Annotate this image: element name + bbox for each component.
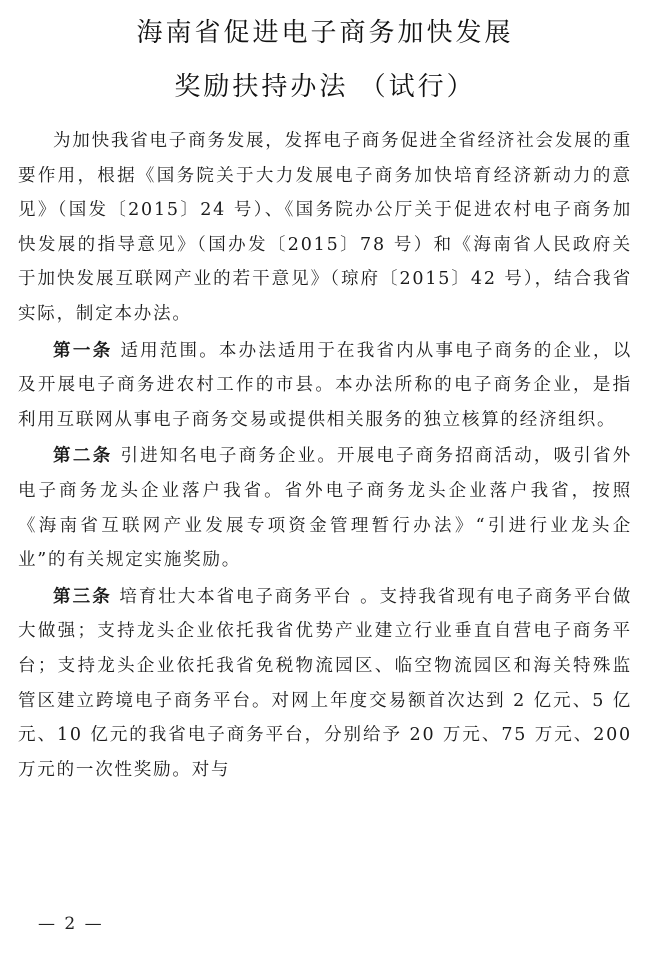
article-3-label: 第三条 (53, 586, 112, 607)
document-title-line1: 海南省促进电子商务加快发展 (136, 18, 514, 48)
article-1-text: 适用范围。本办法适用于在我省内从事电子商务的企业，以及开展电子商务进农村工作的市县。本办法所称的电子商务企业，是指利用互联网从事电子商务交易或提供相关服务的独立核算的经济组织。 (18, 340, 632, 430)
intro-paragraph: 为加快我省电子商务发展，发挥电子商务促进全省经济社会发展的重要作用，根据《国务院关于大力发展电子商务加快培育经济新动力的意见》（国发〔2015〕24 号）、《国务院办公厅关于促进农村电子商务加快发展的指导意见》（国办发〔2015〕78 号）和《海南省人民政府关于加快发展互联网产业的若干意见》（琼府〔2015〕42 号），结合我省实际，制定本办法。 (18, 131, 632, 324)
article-1 (18, 334, 632, 438)
article-2-label: 第二条 (53, 446, 113, 467)
page-number: — 2 — (38, 914, 104, 934)
document-body (18, 124, 632, 789)
article-2-text: 引进知名电子商务企业。开展电子商务招商活动，吸引省外电子商务龙头企业落户我省。省外电子商务龙头企业落户我省，按照《海南省互联网产业发展专项资金管理暂行办法》“引进行业龙头企业”的有关规定实施奖励。 (18, 446, 632, 571)
article-2 (18, 439, 632, 577)
article-3-text: 培育壮大本省电子商务平台 。支持我省现有电子商务平台做大做强；支持龙头企业依托我省优势产业建立行业垂直自营电子商务平台；支持龙头企业依托我省免税物流园区、临空物流园区和海关特殊监管区建立跨境电子商务平台。对网上年度交易额首次达到 2 亿元、5 亿元、10 亿元的我省电子商务平台，分别给予 20 万元、75 万元、200 万元的一次性奖励。对与 (18, 586, 632, 780)
article-3 (18, 580, 632, 788)
document-title-line2: 奖励扶持办法 （试行） (174, 72, 476, 102)
article-1-label: 第一条 (53, 340, 113, 361)
